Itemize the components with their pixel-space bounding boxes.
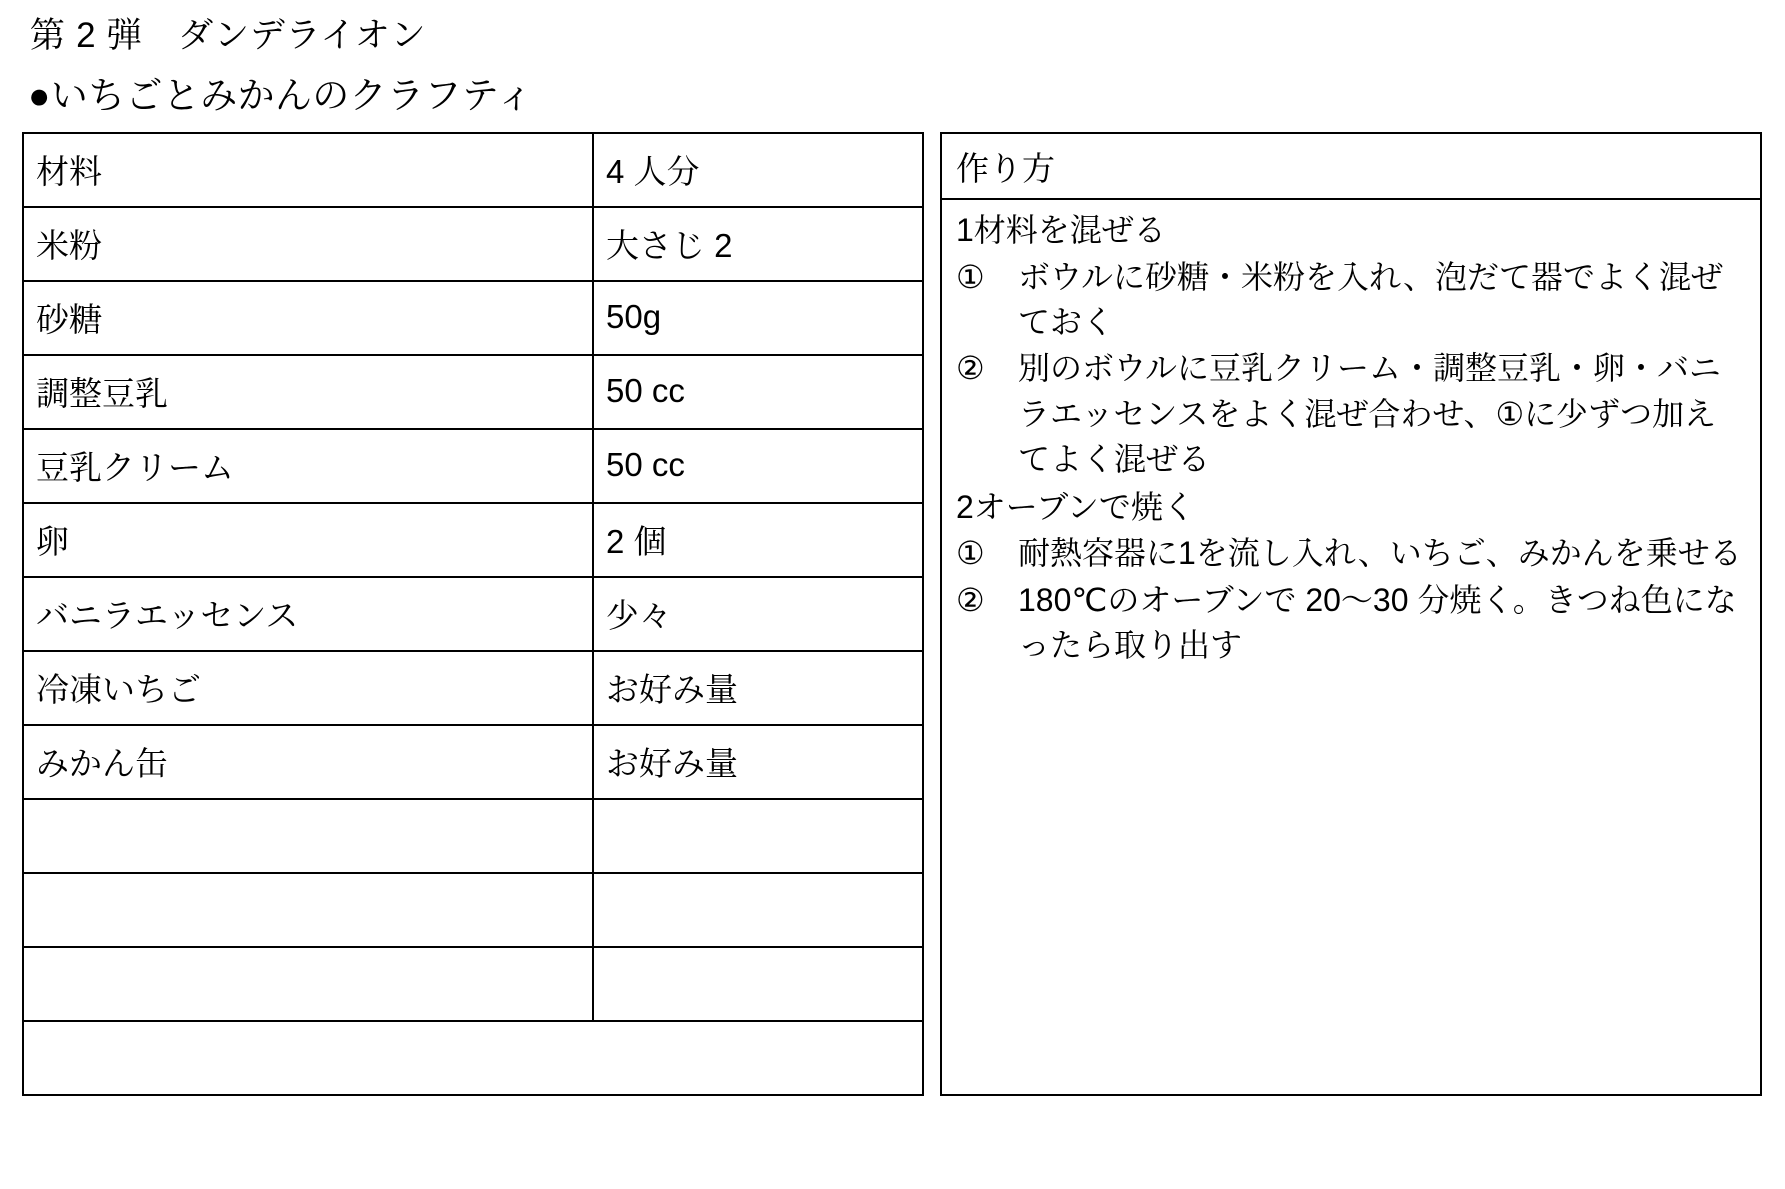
step-text: 180℃のオーブンで 20〜30 分焼く。きつね色になったら取り出す	[1018, 581, 1737, 664]
ingredient-name: 卵	[23, 503, 593, 577]
ingredient-amount: お好み量	[593, 651, 923, 725]
ingredients-table	[22, 132, 924, 1096]
page-title: 第 2 弾 ダンデライオン	[30, 16, 427, 55]
recipe-layout	[22, 132, 1762, 1096]
method-step	[956, 346, 1744, 482]
ingredient-amount: 少々	[593, 577, 923, 651]
step-marker: ①	[956, 535, 985, 572]
ingredient-amount: お好み量	[593, 725, 923, 799]
table-row	[23, 281, 923, 355]
ingredient-name: 砂糖	[23, 281, 593, 355]
method-header: 作り方	[942, 134, 1760, 200]
step-text: 別のボウルに豆乳クリーム・調整豆乳・卵・バニラエッセンスをよく混ぜ合わせ、①に少ずつ加えてよく混ぜる	[1018, 350, 1722, 478]
method-step	[956, 255, 1744, 346]
step-text: 耐熱容器に1を流し入れ、いちご、みかんを乗せる	[1018, 535, 1742, 572]
column-header-material: 材料	[23, 133, 593, 207]
table-row	[23, 577, 923, 651]
method-section-title: 2オーブンで焼く	[956, 488, 1195, 525]
table-row	[23, 355, 923, 429]
ingredient-name	[23, 947, 593, 1021]
step-marker: ②	[956, 350, 985, 387]
table-row-empty	[23, 799, 923, 873]
step-text: ボウルに砂糖・米粉を入れ、泡だて器でよく混ぜておく	[1018, 258, 1723, 341]
table-row-empty	[23, 947, 923, 1021]
method-body	[942, 200, 1760, 678]
ingredient-name: 冷凍いちご	[23, 651, 593, 725]
recipe-heading: ●いちごとみかんのクラフティ	[28, 74, 534, 116]
column-gap	[924, 132, 940, 1096]
table-row	[23, 503, 923, 577]
method-section-title: 1材料を混ぜる	[956, 212, 1166, 249]
table-row	[23, 651, 923, 725]
ingredient-amount	[593, 799, 923, 873]
ingredient-name	[23, 799, 593, 873]
table-row-empty	[23, 1021, 923, 1095]
ingredient-amount: 大さじ 2	[593, 207, 923, 281]
ingredient-amount: 2 個	[593, 503, 923, 577]
method-panel	[940, 132, 1762, 1096]
table-row	[23, 429, 923, 503]
ingredient-amount: 50 cc	[593, 355, 923, 429]
ingredient-amount	[593, 947, 923, 1021]
step-marker: ②	[956, 581, 985, 618]
ingredient-name: バニラエッセンス	[23, 577, 593, 651]
table-header-row	[23, 133, 923, 207]
step-marker: ①	[956, 258, 985, 295]
ingredient-name: 調整豆乳	[23, 355, 593, 429]
ingredient-amount	[593, 873, 923, 947]
ingredient-amount: 50g	[593, 281, 923, 355]
ingredient-name: 米粉	[23, 207, 593, 281]
ingredient-amount: 50 cc	[593, 429, 923, 503]
ingredient-name	[23, 1021, 923, 1095]
method-step	[956, 578, 1744, 669]
ingredient-name: みかん缶	[23, 725, 593, 799]
ingredient-name: 豆乳クリーム	[23, 429, 593, 503]
method-step	[956, 531, 1744, 576]
table-row-empty	[23, 873, 923, 947]
table-row	[23, 725, 923, 799]
ingredient-name	[23, 873, 593, 947]
table-row	[23, 207, 923, 281]
column-header-servings: 4 人分	[593, 133, 923, 207]
